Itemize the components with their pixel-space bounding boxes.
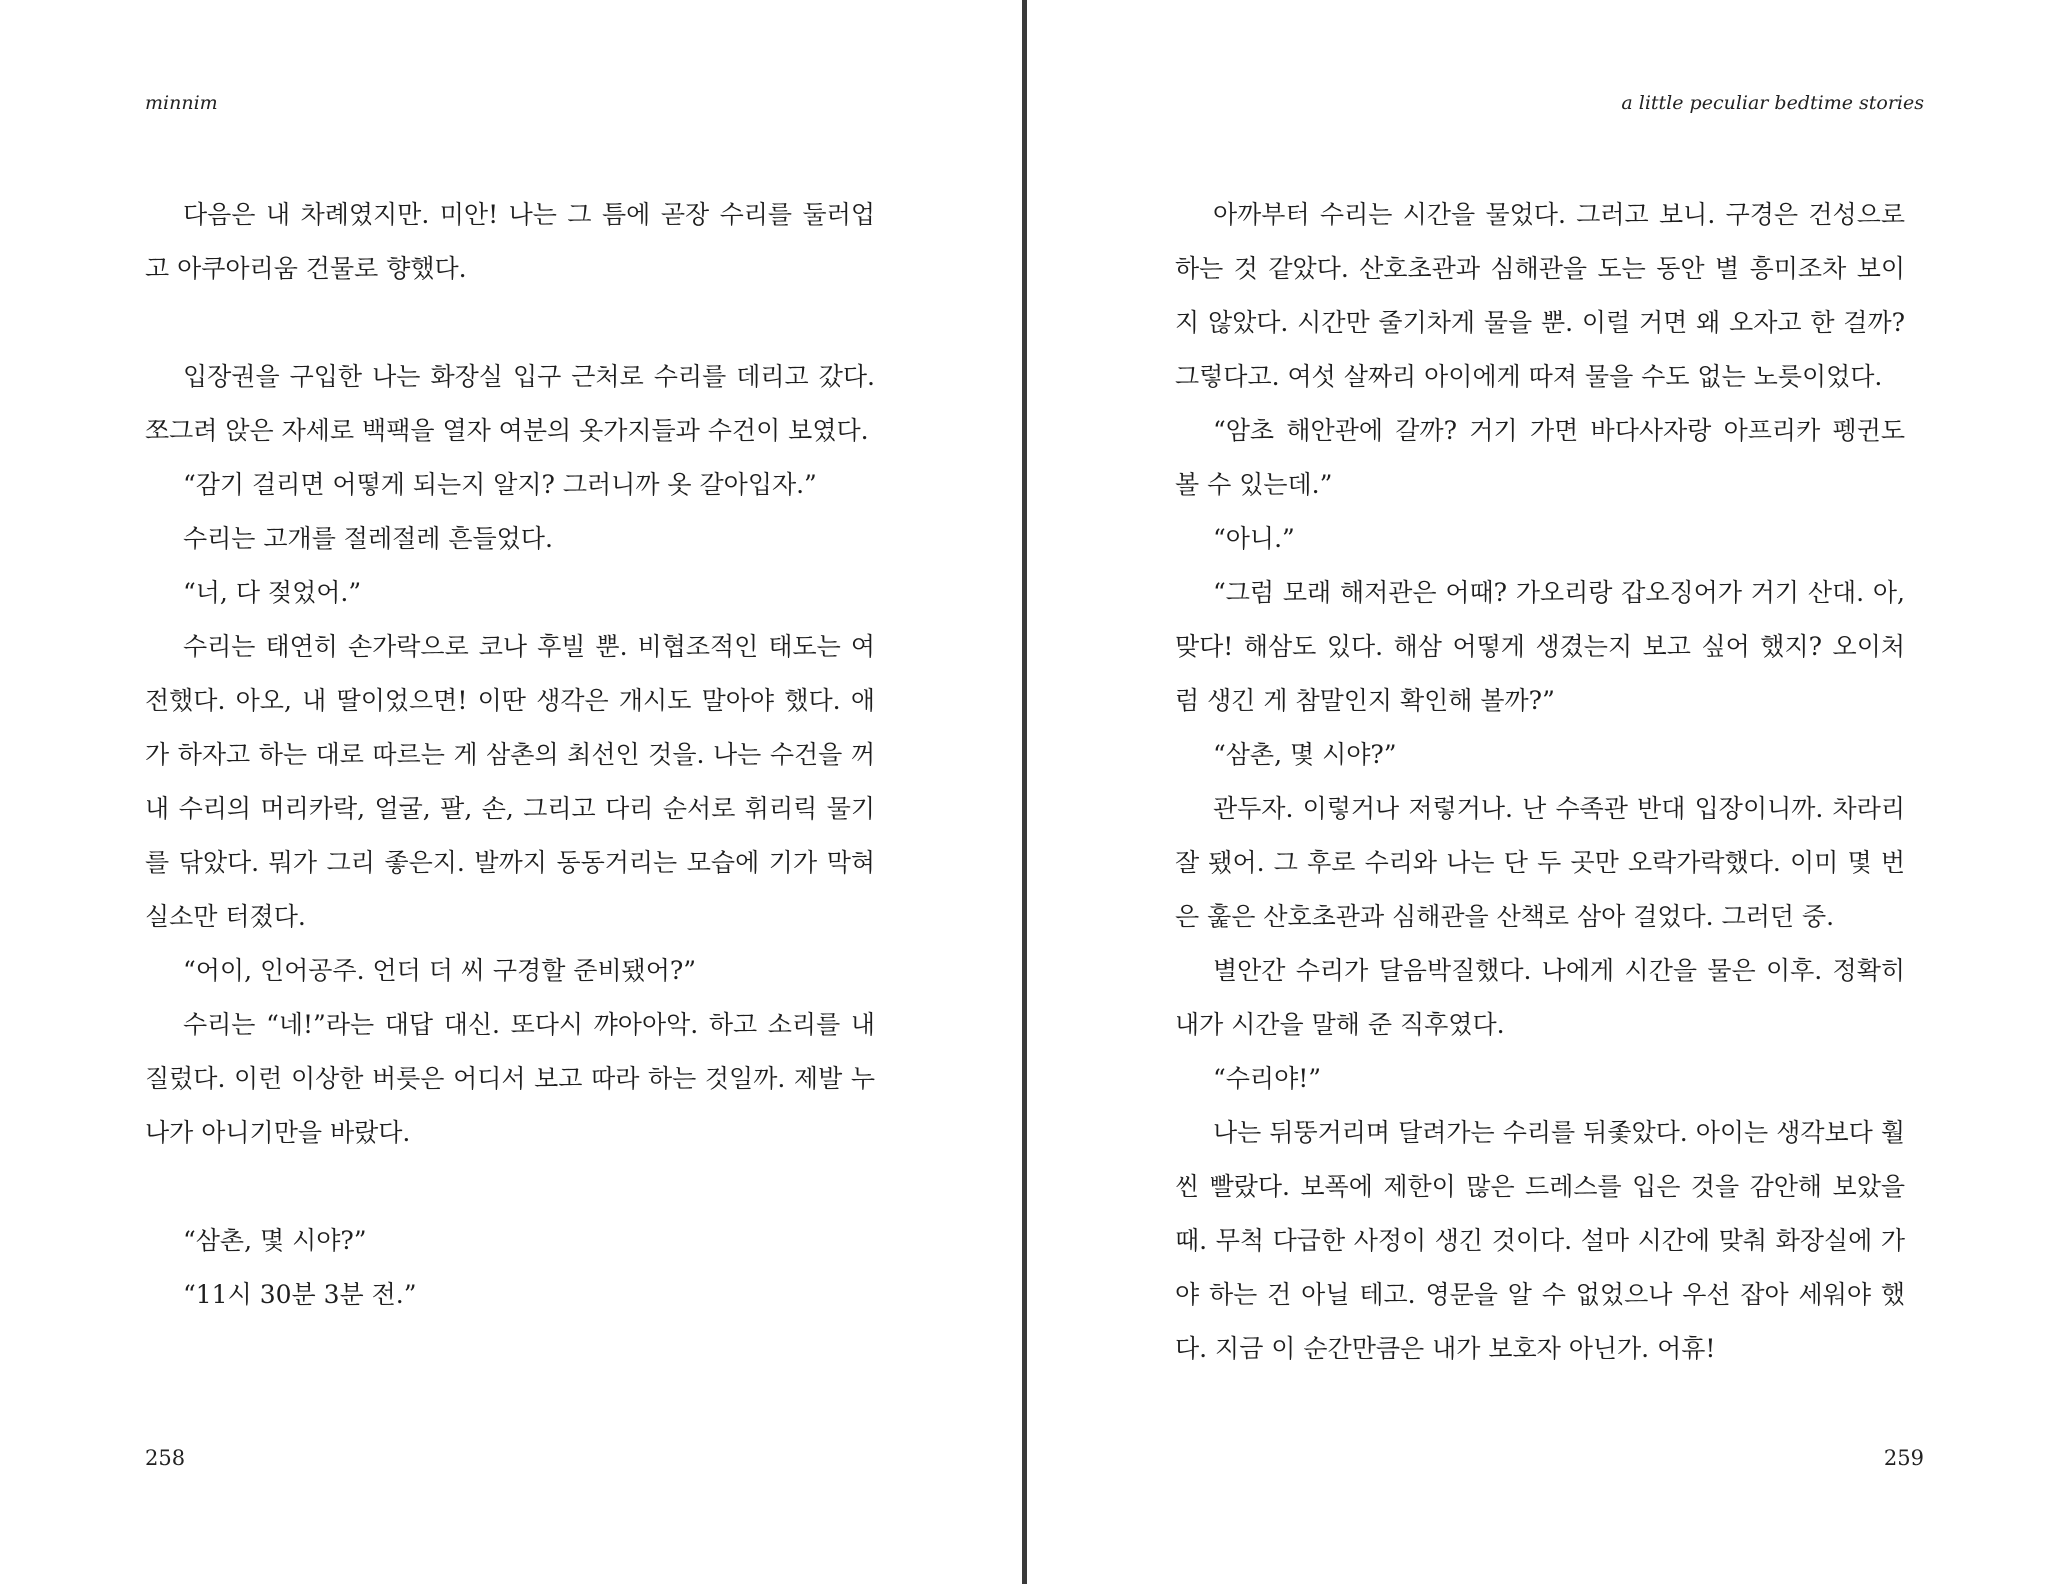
paragraph: “삼촌, 몇 시야?” [1213,740,1397,769]
paragraph: “감기 걸리면 어떻게 되는지 알지? 그러니까 옷 갈아입자.” [183,470,817,499]
right-page-number: 259 [1883,1446,1924,1470]
book-spine-divider [1022,0,1027,1584]
paragraph: “암초 해안관에 갈까? 거기 가면 바다사자랑 아프리카 펭귄도 볼 수 있는데.” [1175,416,1905,499]
right-running-head: a little peculiar bedtime stories [1621,92,1924,114]
paragraph: “어이, 인어공주. 언더 더 씨 구경할 준비됐어?” [183,956,697,985]
paragraph: “아니.” [1213,524,1295,553]
right-page-body [1175,188,1905,1376]
paragraph: 수리는 “네!”라는 대답 대신. 또다시 꺄아아악. 하고 소리를 내질렀다. 이런 이상한 버릇은 어디서 보고 따라 하는 것일까. 제발 누나가 아니기만을 바랐다. [145,1010,875,1147]
paragraph: “11시 30분 3분 전.” [183,1280,417,1309]
paragraph: 아까부터 수리는 시간을 물었다. 그러고 보니. 구경은 건성으로 하는 것 같았다. 산호초관과 심해관을 도는 동안 별 흥미조차 보이지 않았다. 시간만 줄기차게 물을 뿐. 이럴 거면 왜 오자고 한 걸까? 그렇다고. 여섯 살짜리 아이에게 따져 물을 수도 없는 노릇이었다. [1175,200,1905,391]
left-page [0,0,1020,1584]
paragraph: 나는 뒤뚱거리며 달려가는 수리를 뒤좇았다. 아이는 생각보다 훨씬 빨랐다. 보폭에 제한이 많은 드레스를 입은 것을 감안해 보았을 때. 무척 다급한 사정이 생긴 것이다. 설마 시간에 맞춰 화장실에 가야 하는 건 아닐 테고. 영문을 알 수 없었으나 우선 잡아 세워야 했다. 지금 이 순간만큼은 내가 보호자 아닌가. 어휴! [1175,1118,1905,1363]
paragraph: 별안간 수리가 달음박질했다. 나에게 시간을 물은 이후. 정확히 내가 시간을 말해 준 직후였다. [1175,956,1905,1039]
paragraph: 수리는 태연히 손가락으로 코나 후빌 뿐. 비협조적인 태도는 여전했다. 아오, 내 딸이었으면! 이딴 생각은 개시도 말아야 했다. 애가 하자고 하는 대로 따르는 게 삼촌의 최선인 것을. 나는 수건을 꺼내 수리의 머리카락, 얼굴, 팔, 손, 그리고 다리 순서로 휘리릭 물기를 닦았다. 뭐가 그리 좋은지. 발까지 동동거리는 모습에 기가 막혀 실소만 터졌다. [145,632,875,931]
paragraph: “수리야!” [1213,1064,1322,1093]
paragraph: 다음은 내 차례였지만. 미안! 나는 그 틈에 곧장 수리를 둘러업고 아쿠아리움 건물로 향했다. [145,200,875,283]
left-page-number: 258 [145,1446,186,1470]
paragraph: 수리는 고개를 절레절레 흔들었다. [183,524,553,553]
left-page-body [145,188,875,1322]
paragraph: “그럼 모래 해저관은 어때? 가오리랑 갑오징어가 거기 산대. 아, 맞다! 해삼도 있다. 해삼 어떻게 생겼는지 보고 싶어 했지? 오이처럼 생긴 게 참말인지 확인해 볼까?” [1175,578,1905,715]
paragraph: 관두자. 이렇거나 저렇거나. 난 수족관 반대 입장이니까. 차라리 잘 됐어. 그 후로 수리와 나는 단 두 곳만 오락가락했다. 이미 몇 번은 훑은 산호초관과 심해관을 산책로 삼아 걸었다. 그러던 중. [1175,794,1905,931]
paragraph: 입장권을 구입한 나는 화장실 입구 근처로 수리를 데리고 갔다. 쪼그려 앉은 자세로 백팩을 열자 여분의 옷가지들과 수건이 보였다. [145,362,875,445]
paragraph: “삼촌, 몇 시야?” [183,1226,367,1255]
paragraph: “너, 다 젖었어.” [183,578,362,607]
left-running-head: minnim [145,92,218,114]
right-page [1033,0,2054,1584]
